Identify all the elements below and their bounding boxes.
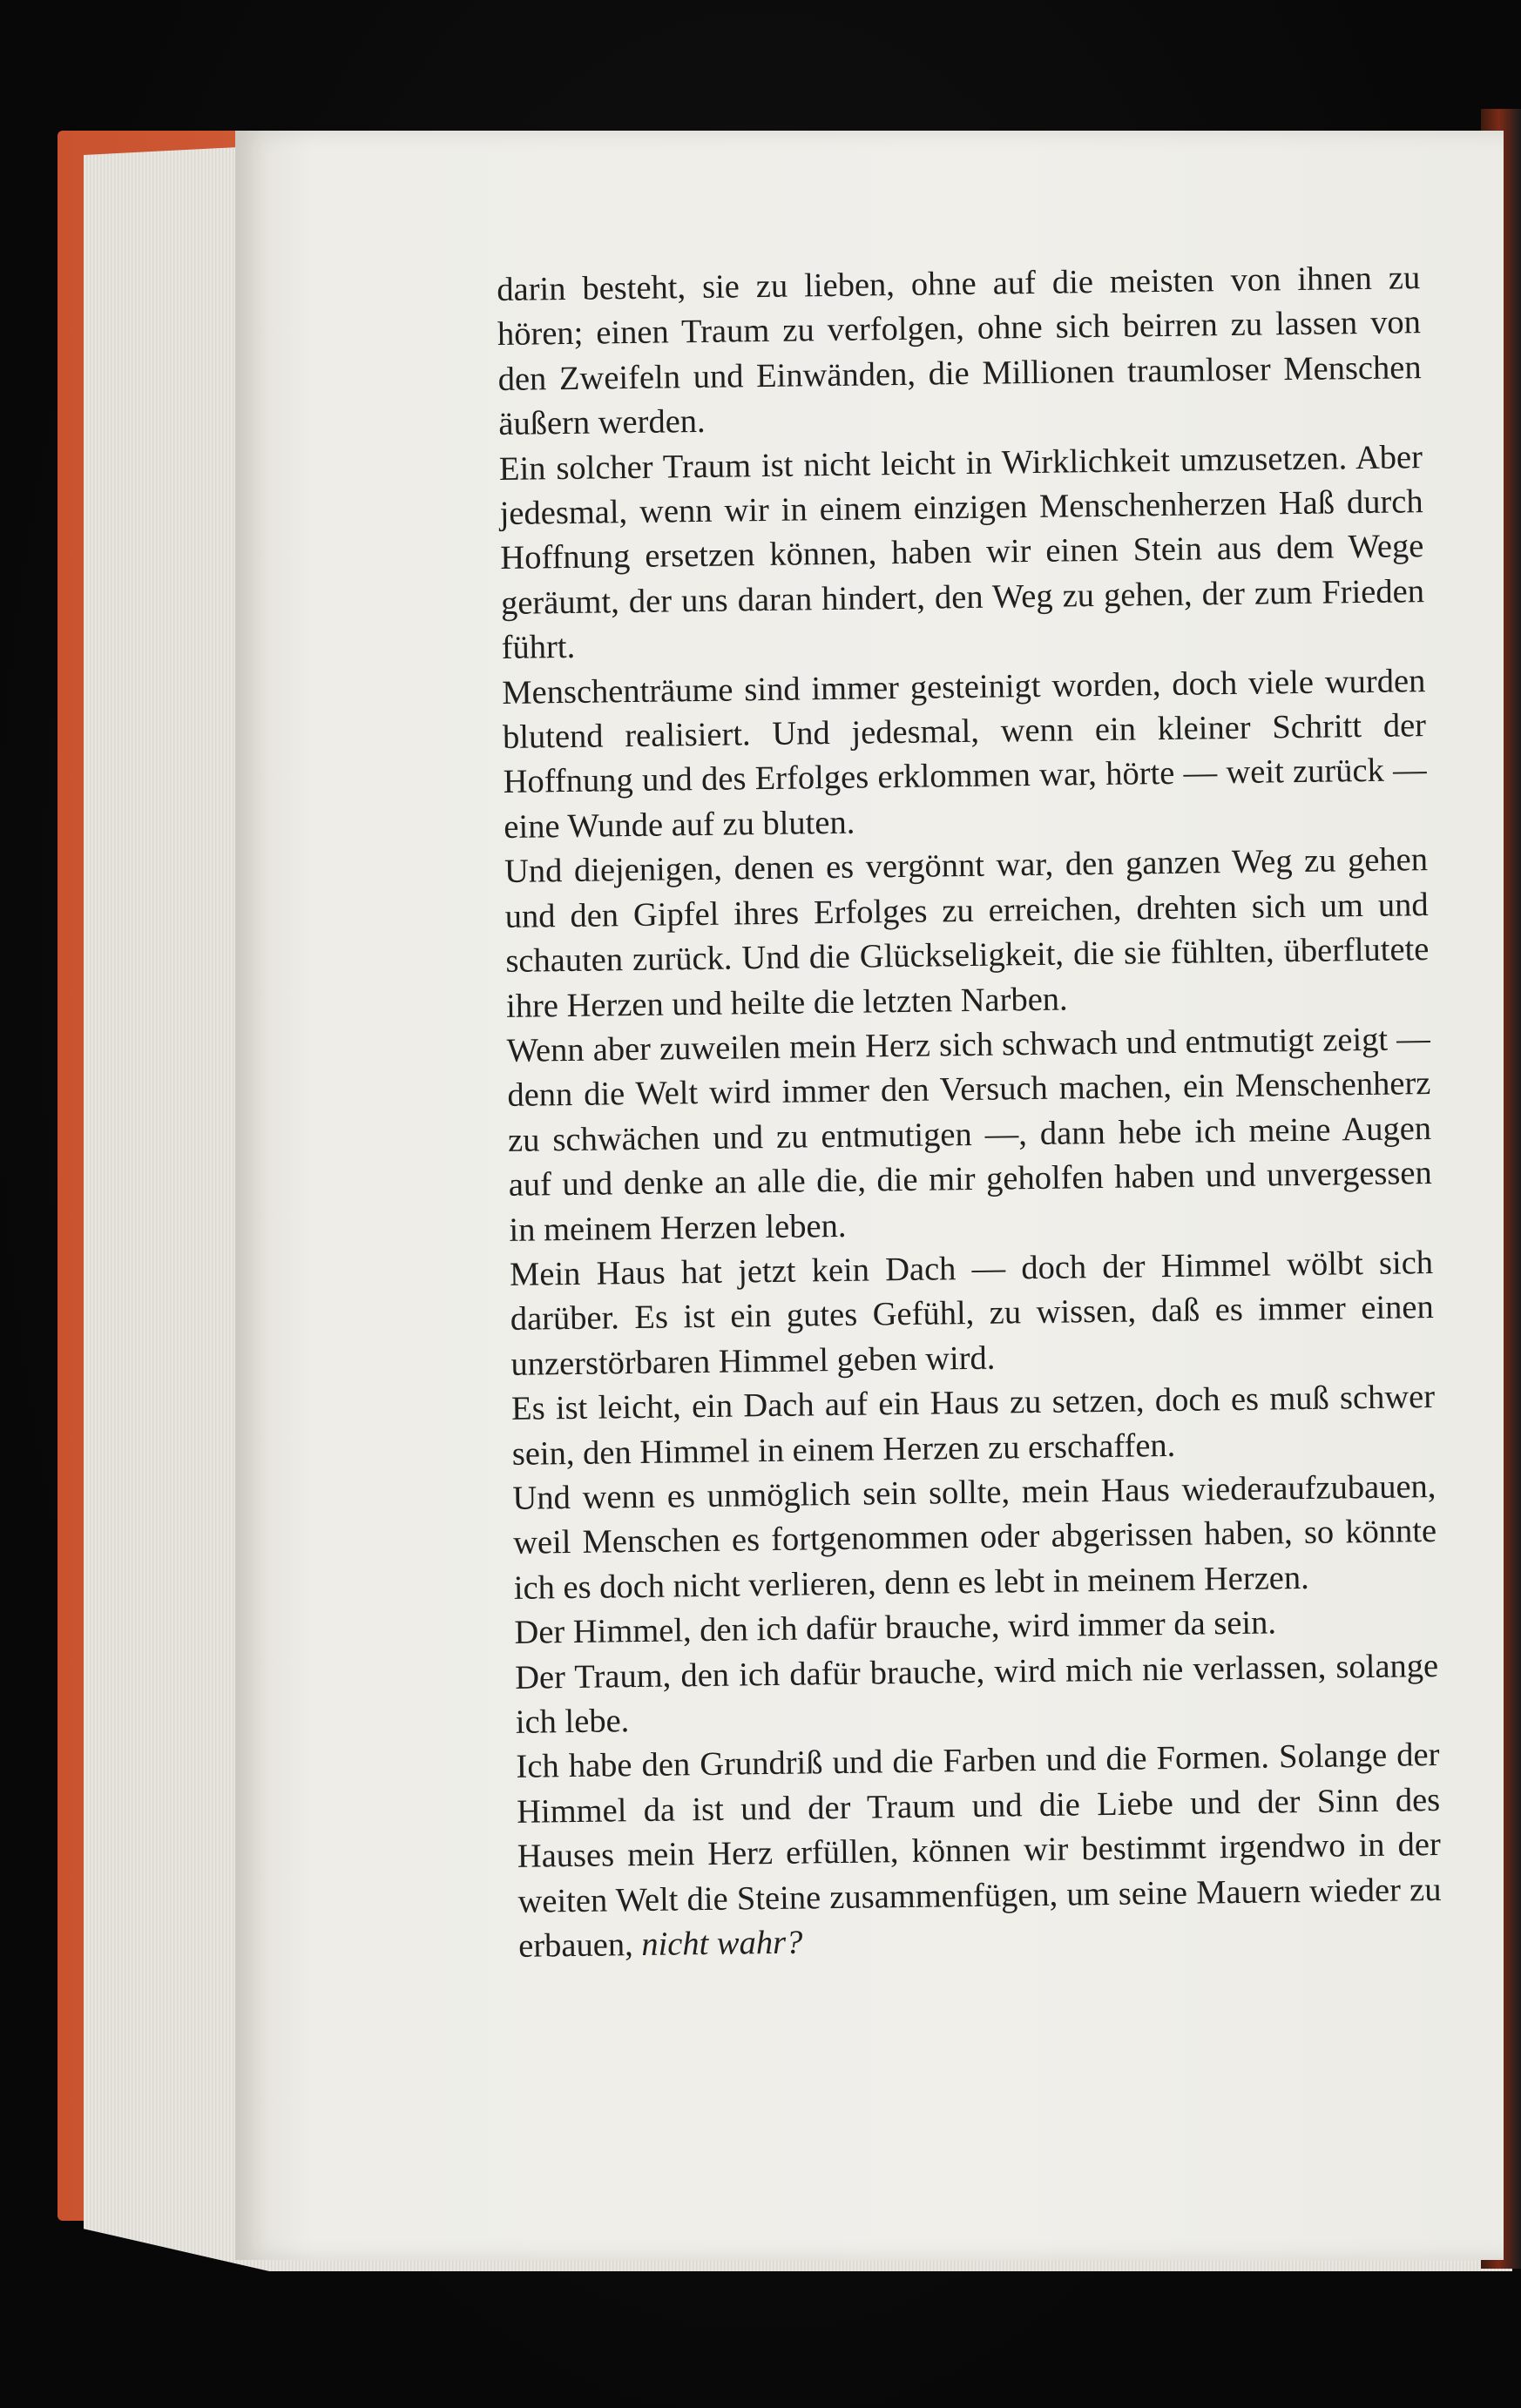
paragraph-5: Wenn aber zuweilen mein Herz sich schwach und entmutigt zeigt — denn die Welt wird immer den Versuch machen, ein Menschenherz zu schwächen und zu entmutigen —, dann hebe ich meine Augen auf und denke an alle die, die mir geholfen haben und unvergessen in meinem Herzen leben. [506,1020,1432,1249]
paragraph-3: Menschenträume sind immer gesteinigt worden, doch viele wurden blutend realisiert. Und jedesmal, wenn ein kleiner Schritt der Hoffnung und des Erfolges erklommen war, hörte — weit zurück — eine Wunde auf zu bluten. [502,662,1427,846]
paragraph-8: Und wenn es unmöglich sein sollte, mein Haus wiederaufzubauen, weil Menschen es fortgenommen oder abgerissen haben, so könnte ich es doch nicht verlieren, denn es lebt in meinem Herzen. [512,1467,1437,1607]
final-emphasis: nicht wahr? [641,1924,803,1964]
final-paragraph-text: Ich habe den Grundriß und die Farben und die Formen. Solange der Himmel da ist und der Traum und die Liebe und der Sinn des Hauses mein Herz erfüllen, können wir bestimmt irgendwo in der weiten Welt die Steine zusammenfügen, um seine Mauern wieder zu erbauen, [516,1737,1442,1965]
paragraph-2: Ein solcher Traum ist nicht leicht in Wirklichkeit umzusetzen. Aber jedesmal, wenn wir in einem einzigen Menschenherzen Haß durch Hoffnung ersetzen können, haben wir einen Stein aus dem Wege geräumt, der uns daran hindert, den Weg zu gehen, der zum Frieden führt. [498,438,1425,667]
paragraph-10: Der Traum, den ich dafür brauche, wird mich nie verlassen, solange ich lebe. [514,1647,1439,1741]
paragraph-7: Es ist leicht, ein Dach auf ein Haus zu setzen, doch es muß schwer sein, den Himmel in einem Herzen zu erschaffen. [510,1379,1436,1473]
page-text [497,256,1442,1969]
paragraph-1: darin besteht, sie zu lieben, ohne auf die meisten von ihnen zu hören; einen Traum zu verfolgen, ohne sich beirren zu lassen von den Zweifeln und Einwänden, die Millionen traumloser Menschen äußern werden. [497,260,1422,443]
paragraph-9: Der Himmel, den ich dafür brauche, wird immer da sein. [514,1604,1277,1652]
paragraph-11 [516,1733,1442,1969]
paragraph-6: Mein Haus hat jetzt kein Dach — doch der Himmel wölbt sich darüber. Es ist ein gutes Gefühl, zu wissen, daß es immer einen unzerstörbaren Himmel geben wird. [509,1244,1434,1383]
paragraph-4: Und diejenigen, denen es vergönnt war, den ganzen Weg zu gehen und den Gipfel ihres Erfolges zu erreichen, drehten sich um und schauten zurück. Und die Glückseligkeit, die sie fühlten, überflutete ihre Herzen und heilte die letzten Narben. [504,841,1430,1025]
